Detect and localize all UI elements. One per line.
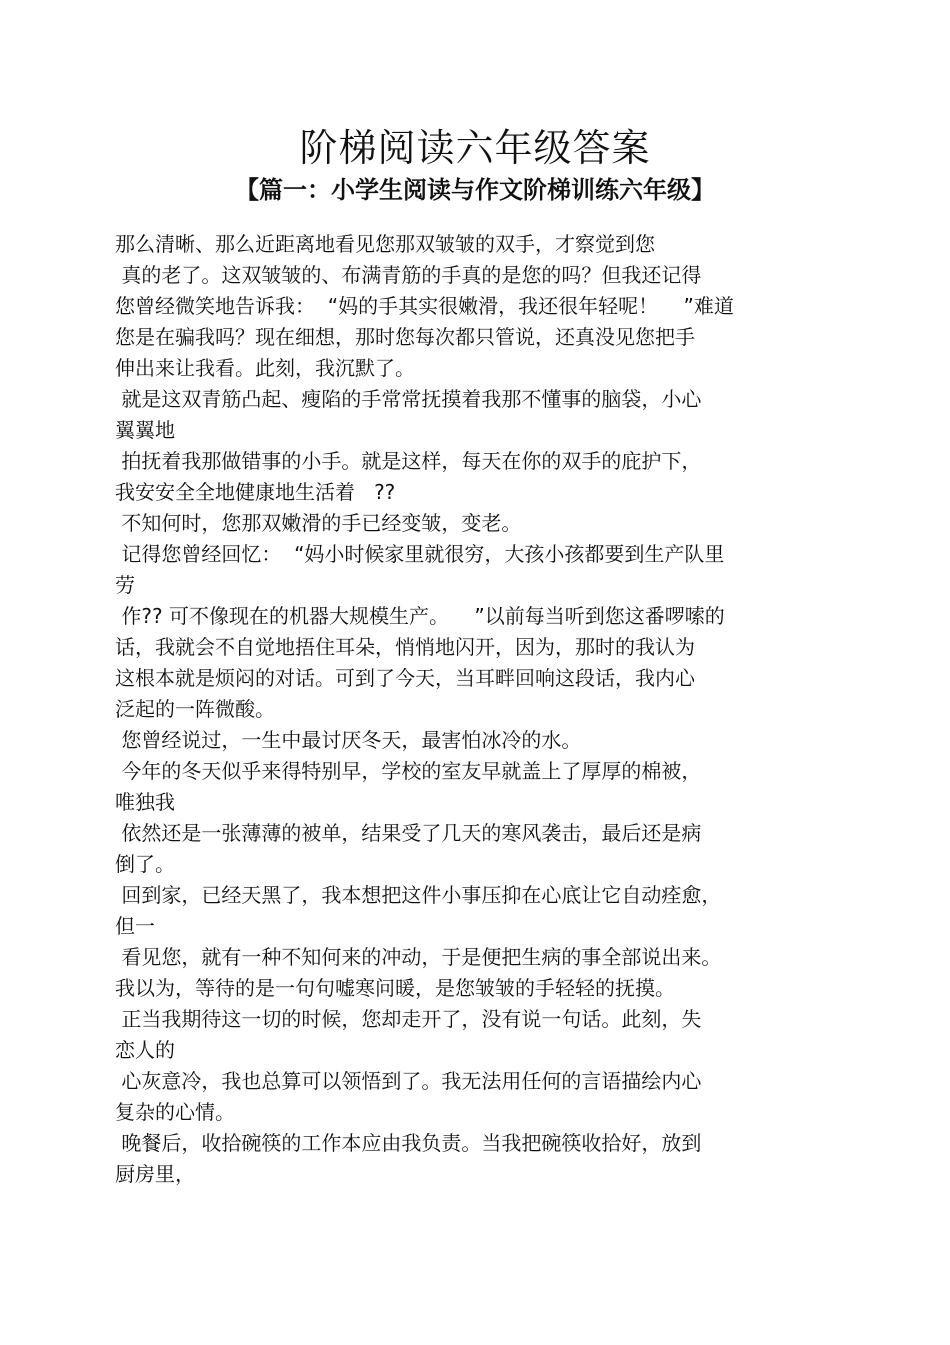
- text-line: 泛起的一阵微酸。: [115, 697, 275, 721]
- text-line: 我以为，等待的是一句句嘘寒问暖，是您皱皱的手轻轻的抚摸。: [115, 976, 675, 1000]
- body-text: [115, 229, 835, 1190]
- text-line: 就是这双青筋凸起、瘦陷的手常常抚摸着我那不懂事的脑袋，小心: [115, 387, 702, 411]
- text-line: 倒了。: [115, 852, 175, 876]
- text-line: 真的老了。这双皱皱的、布满青筋的手真的是您的吗？但我还记得: [115, 263, 702, 287]
- text-line: 晚餐后，收拾碗筷的工作本应由我负责。当我把碗筷收拾好，放到: [115, 1131, 702, 1155]
- text-line: 那么清晰、那么近距离地看见您那双皱皱的双手，才察觉到您: [115, 232, 655, 256]
- document-title: 阶梯阅读六年级答案: [299, 126, 651, 170]
- text-line: 今年的冬天似乎来得特别早，学校的室友早就盖上了厚厚的棉被，: [115, 759, 702, 783]
- text-line: 这根本就是烦闷的对话。可到了今天，当耳畔回响这段话，我内心: [115, 666, 695, 690]
- text-line: 但一: [115, 914, 155, 938]
- text-line: 您曾经说过，一生中最讨厌冬天，最害怕冰冷的水。: [115, 728, 582, 752]
- text-line: 拍抚着我那做错事的小手。就是这样，每天在你的双手的庇护下，: [115, 449, 702, 473]
- text-line: 正当我期待这一切的时候，您却走开了，没有说一句话。此刻，失: [115, 1007, 702, 1031]
- text-line: 我安安全全地健康地生活着 ??: [115, 480, 396, 504]
- text-line: 翼翼地: [115, 418, 175, 442]
- text-line: 回到家，已经天黑了，我本想把这件小事压抑在心底让它自动痊愈，: [115, 883, 722, 907]
- text-line: 恋人的: [115, 1038, 175, 1062]
- text-line: 唯独我: [115, 790, 175, 814]
- text-line: 劳: [115, 573, 135, 597]
- text-line: 复杂的心情。: [115, 1100, 235, 1124]
- text-line: 话，我就会不自觉地捂住耳朵，悄悄地闪开，因为，那时的我认为: [115, 635, 695, 659]
- text-line: 不知何时，您那双嫩滑的手已经变皱，变老。: [115, 511, 522, 535]
- text-line: 依然还是一张薄薄的被单，结果受了几天的寒风袭击，最后还是病: [115, 821, 702, 845]
- text-line: 您是在骗我吗？现在细想，那时您每次都只管说，还真没见您把手: [115, 325, 695, 349]
- text-line: 记得您曾经回忆： “妈小时候家里就很穷，大孩小孩都要到生产队里: [115, 542, 725, 566]
- text-line: 您曾经微笑地告诉我： “妈的手其实很嫩滑，我还很年轻呢！ ”难道: [115, 294, 734, 318]
- text-line: 看见您，就有一种不知何来的冲动，于是便把生病的事全部说出来。: [115, 945, 722, 969]
- document-subtitle: 【篇一：小学生阅读与作文阶梯训练六年级】: [235, 176, 715, 204]
- text-line: 伸出来让我看。此刻，我沉默了。: [115, 356, 415, 380]
- text-line: 心灰意冷，我也总算可以领悟到了。我无法用任何的言语描绘内心: [115, 1069, 702, 1093]
- text-line: 厨房里，: [115, 1162, 195, 1186]
- text-line: 作?? 可不像现在的机器大规模生产。 ”以前每当听到您这番啰嗦的: [115, 604, 725, 628]
